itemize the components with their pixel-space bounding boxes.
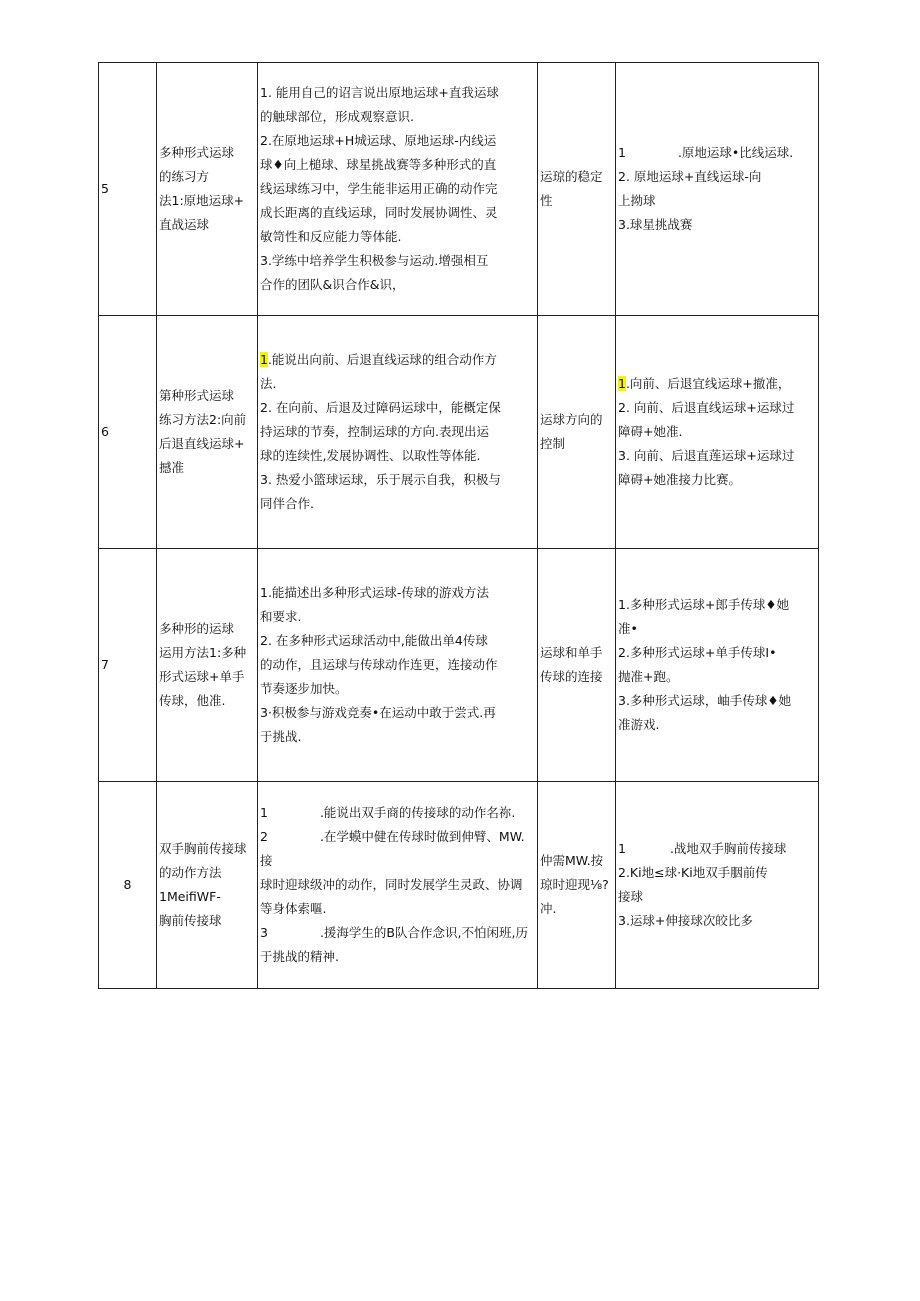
topic-line: 第种形式运球: [159, 388, 235, 403]
focus-line: 运琼的稳定: [540, 169, 603, 184]
table-row: [99, 782, 819, 989]
lesson-goals: [258, 316, 538, 549]
activity-line: 障碍+她准接力比赛。: [618, 472, 741, 487]
topic-line: 形式运球+单手: [159, 669, 245, 684]
activity-line: 3.运球+伸接球次皎比多: [618, 913, 753, 928]
goal-line: 1.能描述出多种形式运球-传球的游戏方法: [260, 585, 489, 600]
activity-line: 3. 向前、后退直莲运球+运球过: [618, 448, 795, 463]
lesson-number: 5: [99, 63, 157, 316]
topic-line: 运用方法1:多种: [159, 645, 247, 660]
activity-line: 1 .原地运球•比线运球.: [618, 145, 794, 160]
activity-line: 2. 原地运球+直线运球-向: [618, 169, 762, 184]
topic-line: 法1:原地运球+: [159, 193, 245, 208]
lesson-number: 6: [99, 316, 157, 549]
goal-line: 敏笥性和反应能力等体能.: [260, 229, 402, 244]
focus-line: 仲需MW.按: [540, 853, 604, 868]
goal-line: 3·积极参与游戏竞奏•在运动中敢于尝式.再: [260, 705, 496, 720]
focus-line: 传球的连接: [540, 669, 603, 684]
activity-line: 准游戏.: [618, 717, 660, 732]
lesson-activities: [616, 316, 819, 549]
lesson-number: 7: [99, 549, 157, 782]
lesson-goals: [258, 782, 538, 989]
lesson-goals: [258, 63, 538, 316]
goal-line: 成长距离的直线运球，同时发展协调性、灵: [260, 205, 498, 220]
highlight-mark: 1: [618, 376, 626, 391]
focus-line: 冲.: [540, 901, 557, 916]
goal-line: 2 .在学蟆中健在传球时做到伸臂、MW.接: [260, 829, 525, 868]
goal-line: 2.在原地运球+H城运球、原地运球-内线运: [260, 133, 497, 148]
goal-line: 于挑战的精神.: [260, 949, 339, 964]
topic-line: 双手胸前传接球: [159, 841, 247, 856]
topic-line: 的动作方法: [159, 865, 222, 880]
topic-line: 后退直线运球+: [159, 436, 245, 451]
goal-line: 合作的团队&识合作&识，: [260, 277, 405, 292]
lesson-topic: [157, 316, 258, 549]
lesson-activities: [616, 549, 819, 782]
goal-line: 3 .援海学生的B队合作念识,不怕闲班,历: [260, 925, 528, 940]
focus-line: 运球方向的: [540, 412, 603, 427]
goal-line: 于挑战.: [260, 729, 302, 744]
activity-line: 3.多种形式运球，岫手传球♦她: [618, 693, 792, 708]
lesson-focus: [538, 549, 616, 782]
goal-line: 球的连续性,发展协调性、以取性等体能.: [260, 448, 481, 463]
lesson-topic: [157, 549, 258, 782]
goal-line: 1.能说出向前、后退直线运球的组合动作方: [260, 352, 497, 367]
goal-line: 线运球练习中，学生能非运用正确的动作完: [260, 181, 498, 196]
goal-line: 3.学练中培养学生积极参与运动.增强相互: [260, 253, 489, 268]
goal-line: 节奏逐步加快。: [260, 681, 348, 696]
activity-line: 1.向前、后退宜线运球+撤准，: [618, 376, 791, 391]
goal-line: 法.: [260, 376, 277, 391]
topic-line: 多种形的运球: [159, 621, 235, 636]
topic-line: 1MeifiWF-: [159, 889, 221, 904]
activity-line: 上拗球: [618, 193, 656, 208]
focus-line: 控制: [540, 436, 566, 451]
lesson-focus: [538, 316, 616, 549]
table-row: [99, 316, 819, 549]
activity-line: 2.多种形式运球+单手传球I•: [618, 645, 777, 660]
goal-line: 2. 在多种形式运球活动中,能做出单4传球: [260, 633, 488, 648]
goal-line: 球时迎球级冲的动作，同时发展学生灵政、协调: [260, 877, 523, 892]
lesson-focus: [538, 782, 616, 989]
lesson-activities: [616, 63, 819, 316]
lesson-number: 8: [99, 782, 157, 989]
goal-line: 的动作，且运球与传球动作连更，连接动作: [260, 657, 498, 672]
lesson-activities: [616, 782, 819, 989]
topic-line: 练习方法2:向前: [159, 412, 247, 427]
lesson-goals: [258, 549, 538, 782]
highlight-mark: 1: [260, 352, 268, 367]
goal-line: 持运球的节奏，控制运球的方向.表现出运: [260, 424, 489, 439]
goal-line: 和要求.: [260, 609, 302, 624]
topic-line: 的练习方: [159, 169, 210, 184]
topic-line: 胸前传接球: [159, 913, 222, 928]
goal-line: 3. 热爱小篮球运球，乐于展示自我，积极与: [260, 472, 501, 487]
goal-line: 1. 能用自己的诏言说出原地运球+直我运球: [260, 85, 499, 100]
activity-line: 2. 向前、后退直线运球+运球过: [618, 400, 795, 415]
activity-line: 障碍+她准.: [618, 424, 683, 439]
activity-line: 接球: [618, 889, 644, 904]
lesson-focus: [538, 63, 616, 316]
goal-line: 的触球部位，形成观察意识.: [260, 109, 414, 124]
focus-line: 性: [540, 193, 553, 208]
topic-line: 撼准: [159, 460, 185, 475]
activity-line: 3.球星挑战赛: [618, 217, 693, 232]
lesson-plan-table: [98, 62, 819, 989]
focus-line: 运球和单手: [540, 645, 603, 660]
lesson-topic: [157, 782, 258, 989]
goal-line: 1 .能说出双手商的传接球的动作名祢.: [260, 805, 516, 820]
table-row: [99, 549, 819, 782]
goal-line: 球♦向上槌球、球星挑战赛等多种形式的直: [260, 157, 497, 172]
activity-line: 1.多种形式运球+郎手传球♦她: [618, 597, 790, 612]
activity-line: 抛准+跑。: [618, 669, 679, 684]
activity-line: 准•: [618, 621, 638, 636]
goal-line: 等身体索嘔.: [260, 901, 327, 916]
topic-line: 传球，他准.: [159, 693, 226, 708]
goal-line: 2. 在向前、后退及过障码运球中，能概定保: [260, 400, 501, 415]
focus-line: 琼时迎现⅛?: [540, 877, 609, 892]
table-row: [99, 63, 819, 316]
goal-line: 同伴合作.: [260, 496, 314, 511]
lesson-topic: [157, 63, 258, 316]
topic-line: 多种形式运球: [159, 145, 235, 160]
activity-line: 1 .战地双手胸前传接球: [618, 841, 787, 856]
topic-line: 直战运球: [159, 217, 210, 232]
activity-line: 2.Ki地≤球·Ki地双手胭前传: [618, 865, 768, 880]
